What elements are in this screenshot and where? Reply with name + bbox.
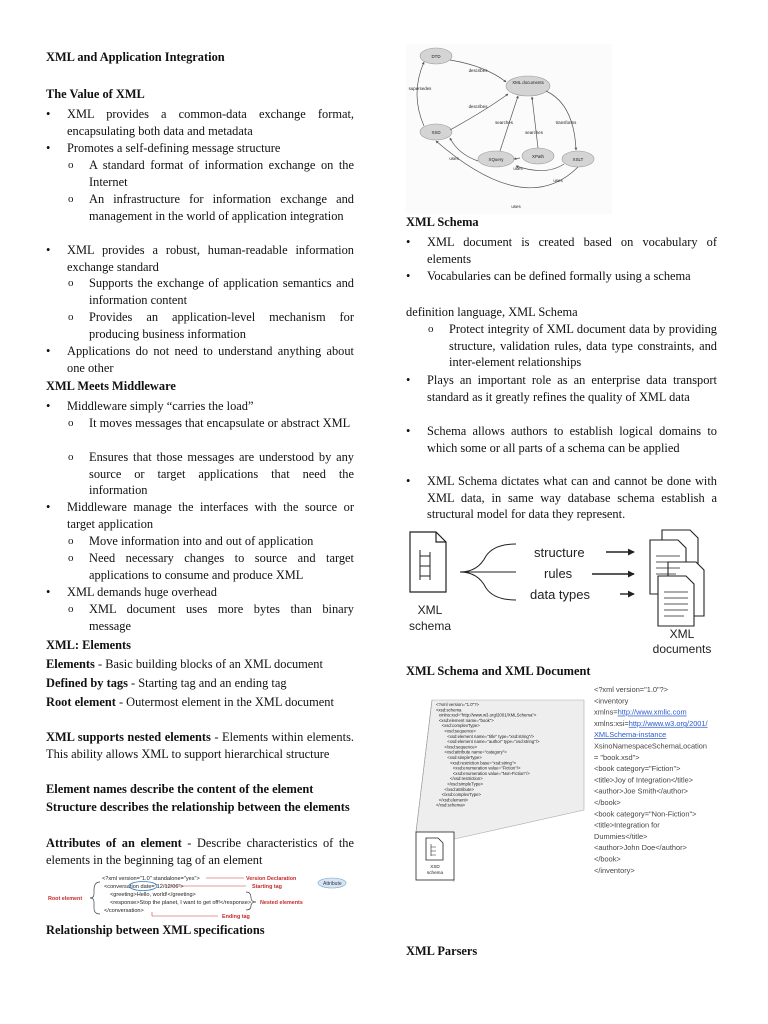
xsd-code-line: </xsd:attribute> bbox=[444, 786, 475, 792]
definition-tags: Defined by tags - Starting tag and an ending tag bbox=[46, 676, 287, 690]
xsd-code-line: <xsd:attribute name="category"> bbox=[444, 749, 507, 755]
definition-attributes: Attributes of an element - Describe characteristics of the elements in the beginning tag of an element bbox=[46, 836, 354, 867]
xml-document-line: <book category="Non-Fiction"> bbox=[594, 809, 697, 819]
definition-root: Root element - Outermost element in the XML document bbox=[46, 695, 334, 709]
xml-document-line: <?xml version="1.0"?> bbox=[594, 685, 669, 694]
xml-document-line: </inventory> bbox=[594, 865, 635, 875]
elements-heading: XML: Elements bbox=[46, 638, 131, 652]
xsd-code-line: <xsd:element name="book"> bbox=[438, 717, 494, 723]
xsd-code-line: <xsd:enumeration value="Non-Fiction"/> bbox=[452, 770, 530, 776]
xml-line-1: <?xml version="1.0" standalone="yes"> bbox=[102, 876, 200, 882]
xml-documents-node bbox=[506, 76, 550, 96]
xml-document-line: </book> bbox=[594, 854, 621, 864]
xml-document-line: </book> bbox=[594, 798, 621, 807]
uses-label: uses bbox=[513, 166, 523, 171]
xsd-code-line: </xsd:complexType> bbox=[441, 792, 482, 798]
transforms-label: transforms bbox=[555, 120, 577, 125]
list-item: • Middleware manage the interfaces with the source or target application bbox=[46, 499, 354, 532]
data-types-label: data types bbox=[530, 587, 590, 602]
xml-relationships-diagram bbox=[406, 44, 612, 214]
xml-document-line: Dummies</title> bbox=[594, 831, 648, 841]
ending-tag-label: Ending tag bbox=[222, 914, 250, 920]
xsd-code-line: <xsd:element name="author" type="xsd:string"/> bbox=[447, 739, 540, 745]
sub-list-item: o Need necessary changes to source and target applications to consume and produce XML bbox=[46, 550, 354, 583]
list-item: • XML provides a robust, human-readable information exchange standard bbox=[46, 242, 354, 275]
xml-documents-label: XML documents bbox=[512, 80, 544, 85]
xml-structure-figure bbox=[46, 872, 362, 920]
definition-language-text: definition language, XML Schema bbox=[406, 305, 578, 319]
uses-label: uses bbox=[449, 156, 459, 161]
xsd-code-line: xmlns:xsd="http://www.w3.org/2001/XMLSchema"> bbox=[438, 712, 537, 718]
document-title: XML and Application Integration bbox=[46, 50, 225, 64]
xml-document-line: XsinoNamespaceSchemaLocation bbox=[594, 741, 707, 751]
list-item: • Applications do not need to understand anything about one other bbox=[46, 343, 354, 376]
version-label: Version Declaration bbox=[246, 876, 297, 882]
list-item: • Plays an important role as an enterprise data transport standard as it greatly refines the quality of XML data bbox=[406, 372, 717, 405]
sub-list-item: o XML document uses more bytes than binary message bbox=[46, 601, 354, 634]
xquery-label: XQuery bbox=[488, 157, 504, 162]
middleware-heading: XML Meets Middleware bbox=[46, 379, 176, 393]
root-brace bbox=[90, 882, 100, 914]
sub-list-item: o Provides an application-level mechanism for producing business information bbox=[46, 309, 354, 342]
list-item: • XML Schema dictates what can and cannot be done with XML data, in same way database schema establish a structural model for data they represent. bbox=[406, 473, 717, 523]
xsd-code-line: <?xml version="1.0"?> bbox=[436, 702, 480, 707]
xsd-code-line: <xsd:enumeration value="Fiction"/> bbox=[452, 765, 521, 771]
xml-line-5: </conversation> bbox=[104, 908, 144, 914]
xml-document-line: <author>Joe Smith</author> bbox=[594, 786, 689, 796]
xsd-code-line: </xsd:element> bbox=[438, 797, 469, 803]
schema-to-documents-figure bbox=[406, 526, 716, 658]
xml-document-line: <title>Integration for bbox=[594, 820, 660, 830]
schema-document-icon bbox=[410, 532, 446, 592]
list-item: • XML document is created based on vocabulary of elements bbox=[406, 234, 717, 267]
searches-label: searches bbox=[525, 130, 543, 135]
xml-schema-label-line2: schema bbox=[408, 619, 452, 633]
xml-document-line: = "book.xsd"> bbox=[594, 752, 640, 762]
xpath-label: XPath bbox=[532, 154, 544, 159]
xslt-label: XSLT bbox=[572, 157, 584, 162]
xml-document-line: <book category="Fiction"> bbox=[594, 764, 681, 774]
xml-document-line: <author>John Doe</author> bbox=[594, 843, 687, 853]
sub-list-item: o Move information into and out of application bbox=[46, 533, 354, 550]
xml-schema-heading: XML Schema bbox=[406, 215, 479, 229]
schema-and-document-heading: XML Schema and XML Document bbox=[406, 664, 591, 678]
xml-documents-label-line1: XML bbox=[669, 627, 695, 641]
xml-document-line: <title>Joy of Integration</title> bbox=[594, 775, 694, 785]
structure-label: structure bbox=[534, 545, 585, 560]
xml-line-4: <response>Stop the planet, I want to get off!</response> bbox=[110, 900, 252, 906]
starting-tag-label: Starting tag bbox=[252, 884, 282, 890]
xsd-label: XSD bbox=[431, 130, 441, 135]
xml-document-line: xmlns=http://www.xmlic.com bbox=[594, 707, 687, 717]
supersedes-label: supersedes bbox=[408, 86, 432, 91]
sub-list-item: o Supports the exchange of application semantics and information content bbox=[46, 275, 354, 308]
list-item: • Promotes a self-defining message structure bbox=[46, 140, 354, 157]
list-item: • Schema allows authors to establish logical domains to which some or all parts of a schema can be applied bbox=[406, 423, 717, 456]
xsd-code-line: <xsd:restriction base="xsd:string"> bbox=[450, 760, 516, 766]
xml-line-3: <greeting>Hello, world!</greeting> bbox=[110, 892, 196, 898]
describes-label: describes bbox=[468, 104, 488, 109]
list-item: • Middleware simply “carries the load” bbox=[46, 398, 354, 415]
xml-line-2: <conversation date="12/12/06"> bbox=[104, 884, 184, 890]
xsd-code-line: <xsd:sequence> bbox=[444, 728, 476, 734]
sub-list-item: o An infrastructure for information exchange and management in the world of application integration bbox=[46, 191, 354, 224]
dtd-label: DTD bbox=[431, 54, 441, 59]
xml-documents-icon bbox=[650, 530, 704, 626]
describes-label: describes bbox=[468, 68, 488, 73]
sub-list-item: o A standard format of information exchange on the Internet bbox=[46, 157, 354, 190]
relationship-heading: Relationship between XML specifications bbox=[46, 923, 265, 937]
xml-documents-label-line2: documents bbox=[652, 642, 712, 656]
root-element-label: Root element bbox=[48, 896, 83, 902]
xsd-code-line: <xsd:complexType> bbox=[441, 723, 480, 729]
attribute-label: Attribute bbox=[323, 881, 342, 887]
list-item: • Vocabularies can be defined formally using a schema bbox=[406, 268, 717, 285]
searches-label: searches bbox=[495, 120, 513, 125]
xsd-code-line: <xsd:schema bbox=[436, 707, 462, 713]
xsd-code-line: <xsd:element name="title" type="xsd:string"/> bbox=[447, 733, 535, 739]
definition-nested: XML supports nested elements - Elements within elements. This ability allows XML to support hierarchical structure bbox=[46, 730, 354, 761]
definition-structure: Structure describes the relationship between the elements bbox=[46, 800, 350, 814]
sub-list-item: o Protect integrity of XML document data by providing structure, validation rules, data type constraints, and inter-element relationships bbox=[406, 321, 717, 371]
rules-label: rules bbox=[544, 566, 573, 581]
xml-document-line: xmlns:xsi=http://www.w3.org/2001/ bbox=[594, 718, 708, 728]
xml-parsers-heading: XML Parsers bbox=[406, 944, 478, 958]
xsd-code-line: </xsd:simpleType> bbox=[447, 781, 484, 787]
value-of-xml-heading: The Value of XML bbox=[46, 87, 145, 101]
definition-names: Element names describe the content of the element bbox=[46, 782, 314, 796]
xml-document-line: <inventory bbox=[594, 696, 629, 706]
xml-document-link[interactable]: XMLSchema-instance bbox=[594, 730, 667, 740]
nested-label: Nested elements bbox=[260, 900, 303, 906]
sub-list-item: o It moves messages that encapsulate or abstract XML bbox=[46, 415, 354, 432]
xsd-code-line: <xsd:simpleType> bbox=[447, 755, 482, 760]
xsd-code-line: </xsd:schema> bbox=[436, 802, 466, 808]
xsd-schema-label: schema bbox=[426, 870, 444, 875]
xsd-label: XSD bbox=[430, 864, 440, 869]
uses-label: uses bbox=[511, 204, 521, 209]
sub-list-item: o Ensures that those messages are understood by any source or target applications that need the information bbox=[46, 449, 354, 499]
list-item: • XML demands huge overhead bbox=[46, 584, 354, 601]
xsd-document-icon bbox=[426, 838, 443, 860]
xml-schema-label-line1: XML bbox=[417, 603, 443, 617]
list-item: • XML provides a common-data exchange format, encapsulating both data and metadata bbox=[46, 106, 354, 139]
xsd-code-line: </xsd:restriction> bbox=[450, 776, 483, 782]
xsd-code-line: </xsd:sequence> bbox=[444, 744, 478, 750]
definition-elements: Elements - Basic building blocks of an XML document bbox=[46, 657, 323, 671]
xml-document-code bbox=[594, 685, 709, 875]
xsd-and-xml-document-figure bbox=[406, 682, 718, 882]
uses-label: uses bbox=[553, 178, 563, 183]
